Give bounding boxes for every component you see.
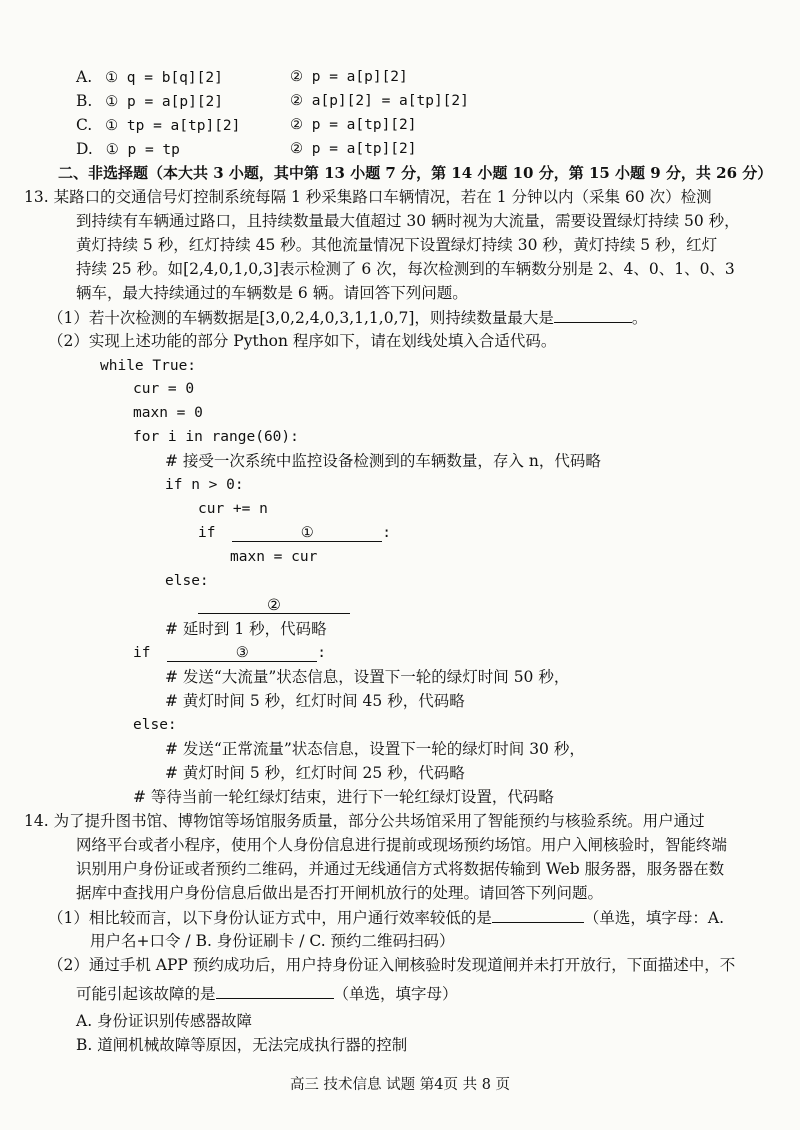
q14-line: 据库中查找用户身份信息后做出是否打开闸机放行的处理。请回答下列问题。 — [76, 884, 604, 902]
choice-c — [76, 114, 240, 137]
q14-part2-text: 可能引起该故障的是 — [76, 985, 216, 1003]
choice-option-1: ① p = a[p][2] — [105, 94, 224, 110]
code-if-blank1 — [198, 522, 391, 544]
choice-letter: A. — [76, 68, 93, 86]
choice-option-1: ① tp = a[tp][2] — [105, 118, 241, 134]
code-if-blank3 — [133, 642, 326, 664]
q14-part1-text: （1）相比较而言，以下身份认证方式中，用户通行效率较低的是 — [48, 909, 492, 927]
q14-part1-hint: （单选，填字母：A. — [583, 909, 724, 927]
code-comment-norm2: # 黄灯时间 5 秒，红灯时间 25 秒，代码略 — [165, 764, 465, 782]
code-blank-2[interactable]: ② — [198, 597, 350, 614]
page-footer: 高三 技术信息 试题 第4页 共 8 页 — [289, 1077, 511, 1093]
code-comment-wait: # 等待当前一轮红绿灯结束，进行下一轮红绿灯设置，代码略 — [133, 788, 554, 806]
code-maxn-init: maxn = 0 — [133, 405, 203, 421]
code-blank-1[interactable]: ① — [232, 525, 382, 542]
code-colon: : — [317, 645, 326, 661]
code-else: else: — [165, 573, 209, 589]
q13-part1-text: （1）若十次检测的车辆数据是[3,0,2,4,0,3,1,1,0,7]，则持续数量最大是 — [48, 309, 554, 327]
code-for: for i in range(60): — [133, 429, 299, 445]
choice-option-2: ② p = a[tp][2] — [290, 141, 417, 157]
q13-part1-end: 。 — [631, 309, 648, 327]
choice-option-2: ② p = a[tp][2] — [290, 117, 417, 133]
q14-option-a: A. 身份证识别传感器故障 — [76, 1012, 253, 1030]
code-maxn-assign: maxn = cur — [230, 549, 318, 565]
q14-part2: （2）通过手机 APP 预约成功后，用户持身份证入闸核验时发现道闸并未打开放行，下面描述中，不 — [48, 956, 736, 974]
choice-option-2: ② p = a[p][2] — [290, 69, 408, 85]
code-blank2-row — [198, 594, 350, 616]
q13-line: 到持续有车辆通过路口，且持续数量最大值超过 30 辆时视为大流量，需要设置绿灯持续 50 秒， — [76, 212, 740, 230]
choice-option-1: ① q = b[q][2] — [105, 70, 223, 86]
code-while: while True: — [100, 358, 197, 374]
q13-line: 黄灯持续 5 秒，红灯持续 45 秒。其他流量情况下设置绿灯持续 30 秒，黄灯持续 5 秒，红灯 — [76, 236, 718, 254]
section-heading: 二、非选择题（本大共 3 小题，其中第 13 小题 7 分，第 14 小题 10 分，第 15 小题 9 分，共 26 分） — [58, 164, 773, 182]
code-comment-big1: # 发送“大流量”状态信息，设置下一轮的绿灯时间 50 秒， — [165, 668, 570, 686]
q13-line: 13. 某路口的交通信号灯控制系统每隔 1 秒采集路口车辆情况，若在 1 分钟以内（采集 60 次）检测 — [24, 188, 712, 206]
q13-part2: （2）实现上述功能的部分 Python 程序如下，请在划线处填入合适代码。 — [48, 332, 557, 350]
choice-letter: B. — [76, 92, 93, 110]
code-if-keyword: if — [133, 645, 151, 661]
answer-blank[interactable] — [216, 982, 334, 999]
code-if-keyword: if — [198, 525, 216, 541]
q14-part1 — [48, 906, 724, 929]
q14-line: 识别用户身份证或者预约二维码，并通过无线通信方式将数据传输到 Web 服务器，服务器在数 — [76, 860, 725, 878]
code-comment-big2: # 黄灯时间 5 秒，红灯时间 45 秒，代码略 — [165, 692, 465, 710]
choice-a — [76, 66, 223, 89]
q14-line: 网络平台或者小程序，使用个人身份信息进行提前或现场预约场馆。用户入闸核验时，智能终端 — [76, 836, 728, 854]
code-else2: else: — [133, 717, 177, 733]
q14-part1-options: 用户名+口令 / B. 身份证刷卡 / C. 预约二维码扫码） — [90, 932, 455, 950]
choice-option-1: ① p = tp — [105, 142, 180, 158]
answer-blank[interactable] — [554, 306, 632, 323]
choice-d — [76, 138, 180, 161]
q13-part1 — [48, 306, 647, 329]
code-if-n: if n > 0: — [165, 477, 244, 493]
q14-line: 14. 为了提升图书馆、博物馆等场馆服务质量，部分公共场馆采用了智能预约与核验系统。用户通过 — [24, 812, 705, 830]
code-comment-receive: # 接受一次系统中监控设备检测到的车辆数量，存入 n，代码略 — [165, 452, 601, 470]
q14-option-b: B. 道闸机械故障等原因，无法完成执行器的控制 — [76, 1036, 408, 1054]
choice-letter: D. — [76, 140, 93, 158]
answer-blank[interactable] — [492, 906, 584, 923]
code-blank-3[interactable]: ③ — [167, 645, 317, 662]
q13-line: 辆车，最大持续通过的车辆数是 6 辆。请回答下列问题。 — [76, 284, 468, 302]
code-comment-norm1: # 发送“正常流量”状态信息，设置下一轮的绿灯时间 30 秒， — [165, 740, 585, 758]
code-comment-delay: # 延时到 1 秒，代码略 — [165, 620, 327, 638]
code-colon: : — [382, 525, 391, 541]
q14-part2-cont — [76, 982, 458, 1005]
q14-part2-hint: （单选，填字母） — [333, 985, 458, 1003]
choice-option-2: ② a[p][2] = a[tp][2] — [290, 93, 469, 109]
code-cur-inc: cur += n — [198, 501, 268, 517]
code-cur-init: cur = 0 — [133, 381, 195, 397]
choice-b — [76, 90, 223, 113]
q13-line: 持续 25 秒。如[2,4,0,1,0,3]表示检测了 6 次，每次检测到的车辆数分别是 2、4、0、1、0、3 — [76, 260, 735, 278]
choice-letter: C. — [76, 116, 93, 134]
